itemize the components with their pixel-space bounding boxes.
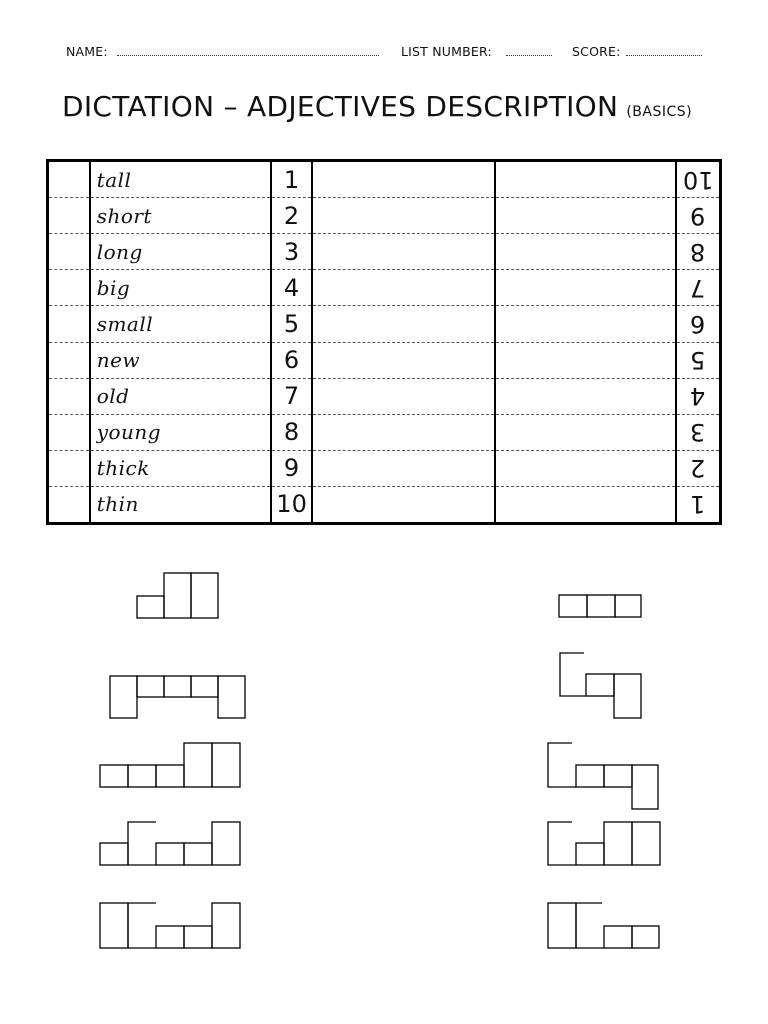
- shape-left-5: [100, 903, 240, 948]
- shape-right-4: [548, 822, 660, 865]
- shape-left-1: [137, 573, 218, 618]
- shape-right-1: [559, 595, 641, 617]
- number-cell: 5: [271, 306, 311, 342]
- name-label: NAME:: [66, 44, 108, 59]
- number-cell: 9: [271, 450, 311, 486]
- number-cell: 4: [271, 270, 311, 306]
- shape-right-3: [548, 743, 658, 809]
- word-cell: tall: [90, 161, 272, 198]
- number-cell: 10: [271, 486, 311, 523]
- shape-left-3: [100, 743, 240, 787]
- number-cell: 2: [271, 198, 311, 234]
- reversed-number-text: 6: [690, 309, 706, 338]
- word-cell: thick: [90, 450, 272, 486]
- shape-right-2: [560, 653, 641, 718]
- number-cell: 7: [271, 378, 311, 414]
- reversed-number-text: 7: [690, 273, 706, 302]
- word-cell: thin: [90, 486, 272, 523]
- word-cell: new: [90, 342, 272, 378]
- title-main: DICTATION – ADJECTIVES DESCRIPTION: [62, 90, 619, 123]
- reversed-number-text: 3: [690, 418, 706, 447]
- title-sub: (BASICS): [626, 104, 693, 120]
- shape-right-5: [548, 903, 659, 948]
- number-cell: 8: [271, 414, 311, 450]
- reversed-number-text: 1: [690, 490, 706, 519]
- number-cell: 6: [271, 342, 311, 378]
- number-cell: 3: [271, 234, 311, 270]
- word-cell: big: [90, 270, 272, 306]
- list-number-label: LIST NUMBER:: [401, 44, 492, 59]
- shape-left-2: [110, 676, 245, 718]
- shape-left-4: [100, 822, 240, 865]
- score-label: SCORE:: [572, 44, 621, 59]
- reversed-number-text: 2: [690, 454, 706, 483]
- word-cell: young: [90, 414, 272, 450]
- reversed-number-text: 9: [690, 201, 706, 230]
- word-cell: old: [90, 378, 272, 414]
- word-cell: small: [90, 306, 272, 342]
- number-cell: 1: [271, 161, 311, 198]
- word-cell: short: [90, 198, 272, 234]
- word-cell: long: [90, 234, 272, 270]
- reversed-number-text: 5: [690, 346, 706, 375]
- reversed-number-text: 8: [690, 237, 706, 266]
- reversed-number-text: 10: [682, 165, 714, 194]
- reversed-number-text: 4: [690, 382, 706, 411]
